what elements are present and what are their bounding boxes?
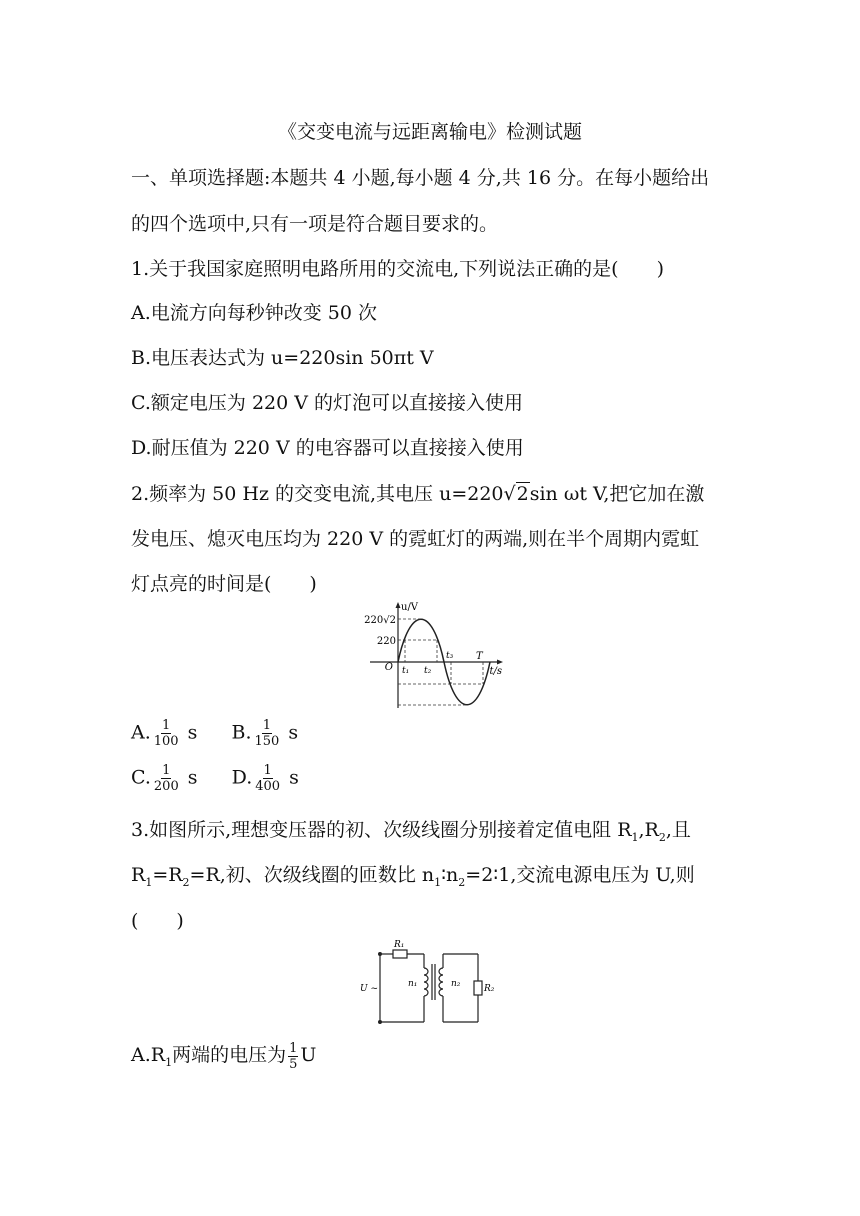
q1-option-c: C.额定电压为 220 V 的灯泡可以直接接入使用	[131, 392, 524, 414]
graph-ylabel: u/V	[401, 602, 419, 613]
graph-xlabel: t/s	[489, 666, 502, 677]
graph-peak-label: 220√2	[364, 615, 396, 626]
q3-stem-line3: ( )	[131, 910, 184, 932]
q3-stem-line2: $R_1=R_2=R$,初、次级线圈的匝数比 $n_1∶n_2=2∶1$,交流电源电压为 U,则	[131, 864, 695, 889]
q1-option-a: A.电流方向每秒钟改变 50 次	[131, 302, 378, 324]
graph-t1: t₁	[402, 666, 410, 676]
section-heading-line1: 一、单项选择题:本题共 4 小题,每小题 4 分,共 16 分。在每小题给出	[131, 167, 710, 189]
graph-level-label: 220	[376, 636, 396, 647]
q2-options-cd: C. $\frac{1}{200}$ s D. $\frac{1}{400}$ s	[131, 763, 299, 794]
q2-option-c-fraction: $\frac{1}{200}$	[153, 763, 179, 794]
q2-stem-line2: 发电压、熄灭电压均为 220 V 的霓虹灯的两端,则在半个周期内霓虹	[131, 528, 700, 550]
q1-stem: 1.关于我国家庭照明电路所用的交流电,下列说法正确的是( )	[131, 258, 664, 280]
sqrt-symbol: √2	[503, 483, 529, 505]
q1-option-d: D.耐压值为 220 V 的电容器可以直接接入使用	[131, 437, 524, 459]
circuit-u-label: U ~	[360, 984, 378, 994]
q2-stem-line3: 灯点亮的时间是( )	[131, 573, 317, 595]
q2-stem-line1: 2.频率为 50 Hz 的交变电流,其电压 u=220√2sin ωt V,把它加在激	[131, 483, 705, 505]
circuit-n2-label: n₂	[451, 979, 461, 989]
q3-stem-line1: 3.如图所示,理想变压器的初、次级线圈分别接着定值电阻 $R_1,R_2$,且	[131, 819, 691, 844]
q2-options-ab: A. $\frac{1}{100}$ s B. $\frac{1}{150}$ s	[131, 718, 299, 749]
circuit-r1-label: R₁	[394, 940, 405, 950]
circuit-r2-label: R₂	[484, 984, 495, 994]
circuit-n1-label: n₁	[408, 979, 418, 989]
q2-option-d-fraction: $\frac{1}{400}$	[255, 763, 281, 794]
q2-voltage-graph	[360, 600, 510, 710]
q1-option-b: B.电压表达式为 u=220sin 50πt V	[131, 347, 434, 369]
section-heading-line2: 的四个选项中,只有一项是符合题目要求的。	[131, 213, 499, 235]
q3-option-a: $A.R_1$两端的电压为 $\frac{1}{5}$ U	[131, 1040, 317, 1072]
q3-option-a-fraction: $\frac{1}{5}$	[289, 1040, 298, 1072]
q2-option-b-fraction: $\frac{1}{150}$	[254, 718, 280, 749]
page-title: 《交变电流与远距离输电》检测试题	[277, 121, 582, 143]
q2-option-a-fraction: $\frac{1}{100}$	[153, 718, 179, 749]
graph-T: T	[476, 651, 483, 662]
q3-transformer-circuit	[358, 936, 498, 1028]
graph-t2: t₂	[424, 666, 432, 676]
graph-origin: O	[384, 662, 393, 673]
graph-t3: t₃	[446, 651, 454, 661]
